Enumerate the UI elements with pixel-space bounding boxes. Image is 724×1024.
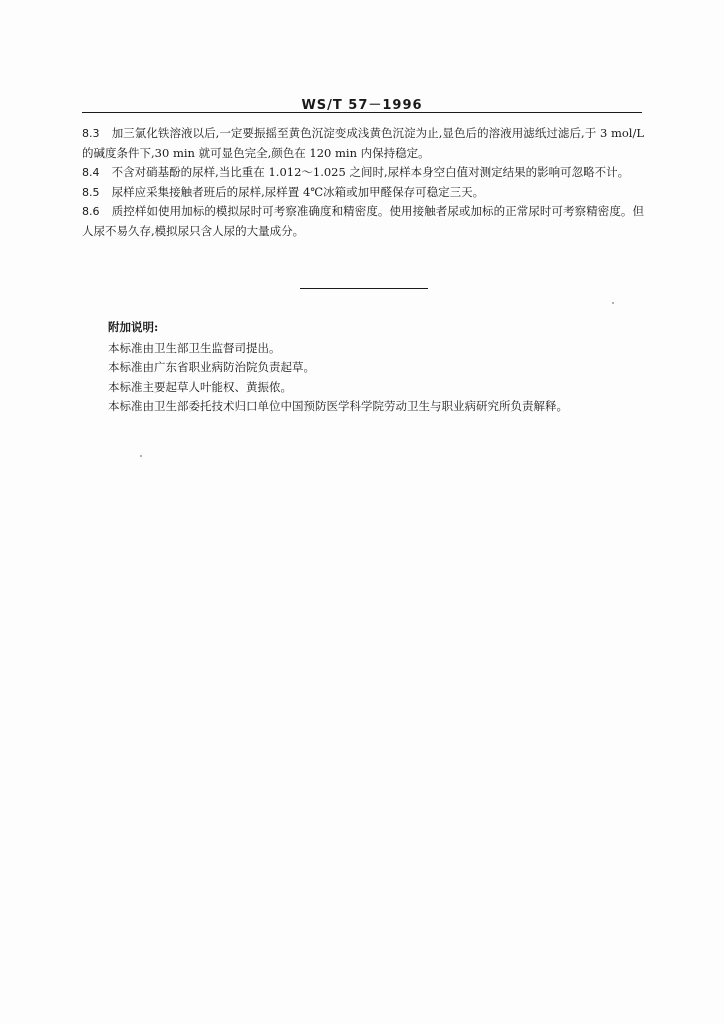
section-divider [300,288,428,289]
clause-text: 尿样应采集接触者班后的尿样,尿样置 4℃冰箱或加甲醛保存可稳定三天。 [111,184,485,199]
clause-number: 8.3 [82,127,100,140]
clause-number: 8.5 [82,185,100,199]
clause-text: 加三氯化铁溶液以后,一定要振摇至黄色沉淀变成浅黄色沉淀为止,显色后的溶液用滤纸过滤后,于 3 mol/L 的碱度条件下,30 min 就可显色完全,颜色在 120 min 内保持稳定。 [82,126,644,160]
clause-8-4 [82,163,644,183]
clause-number: 8.6 [82,205,100,218]
clause-number: 8.4 [82,166,100,179]
clause-8-6 [82,202,644,241]
appendix-line: 本标准由卫生部委托技术归口单位中国预防医学科学院劳动卫生与职业病研究所负责解释。 [108,399,568,413]
scan-speck [140,455,142,457]
appendix-line: 本标准主要起草人叶能权、黄振侬。 [108,379,292,394]
header-rule [82,112,642,113]
clause-text: 质控样如使用加标的模拟尿时可考察准确度和精密度。使用接触者尿或加标的正常尿时可考察精密度。但人尿不易久存,模拟尿只含人尿的大量成分。 [82,204,644,238]
appendix-heading: 附加说明: [108,320,159,334]
appendix-line: 本标准由广东省职业病防治院负责起草。 [108,360,315,374]
standard-code-header: WS/T 57－1996 [301,98,423,113]
clause-8-3 [82,124,644,163]
appendix-line: 本标准由卫生部卫生监督司提出。 [108,340,281,355]
clause-text: 不含对硝基酚的尿样,当比重在 1.012～1.025 之间时,尿样本身空白值对测定结果的影响可忽略不计。 [111,165,630,179]
scan-speck [612,302,614,304]
appendix-notes [108,318,638,417]
clause-8-5 [82,183,644,203]
clause-list [82,124,644,241]
